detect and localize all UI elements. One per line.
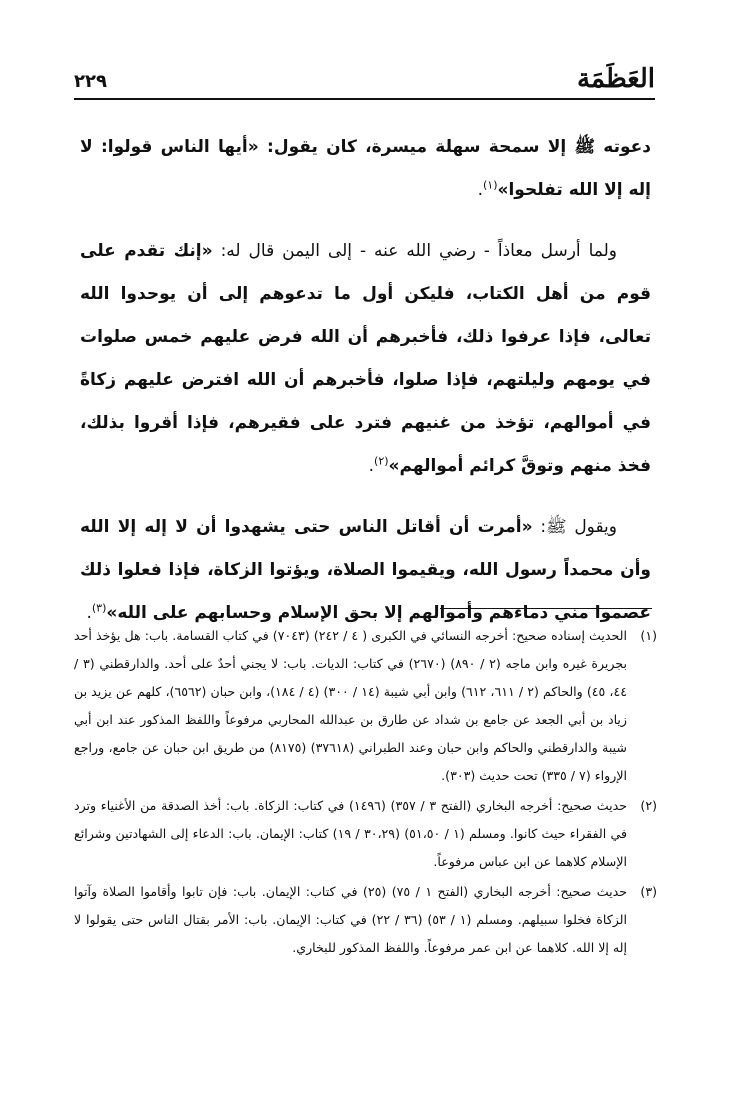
- paragraph-3: ويقول ﷺ: «أمرت أن أقاتل الناس حتى يشهدوا أن لا إله إلا الله وأن محمداً رسول الله، ويقيموا الصلاة، ويؤتوا الزكاة، فإذا فعلوا ذلك عصموا مني دماءهم وأموالهم إلا بحق الإسلام وحسابهم على الله»$^{(٣)}$.: [80, 517, 651, 623]
- page-header: [74, 58, 655, 100]
- footnote-number: (٢): [640, 798, 657, 813]
- footnote-text: حديث صحيح: أخرجه البخاري (الفتح ٣ / ٣٥٧) (١٤٩٦) في كتاب: الزكاة. باب: أخذ الصدقة من الأغنياء وترد في الفقراء حيث كانوا. ومسلم (١ / ٥١،٥٠) (٣٠،٢٩ / ١٩) كتاب: الإيمان. باب: الدعاء إلى الشهادتين وشرائع الإسلام كلاهما عن ابن عباس مرفوعاً.: [74, 798, 628, 869]
- footnote-3: [74, 878, 657, 962]
- paragraph-3-lead: ويقول ﷺ:: [532, 517, 618, 537]
- paragraph-3-quote: «أمرت أن أقاتل الناس حتى يشهدوا أن لا إله إلا الله وأن محمداً رسول الله، ويقيموا الصلاة، ويؤتوا الزكاة، فإذا فعلوا ذلك عصموا مني دماءهم وأموالهم إلا بحق الإسلام وحسابهم على الله»: [80, 517, 651, 623]
- footnote-number: (١): [640, 628, 657, 643]
- footnote-1: [74, 622, 657, 790]
- footnote-2: [74, 792, 657, 876]
- footnote-text: الحديث إسناده صحيح: أخرجه النسائي في الكبرى ( ٤ / ٢٤٢) (٧٠٤٣) في كتاب القسامة. باب: هل يؤخذ أحد بجريرة غيره وابن ماجه (٢ / ٨٩٠) (٢٦٧٠) في كتاب: الديات. باب: لا يجني أحدٌ على أحد. والدارقطني (٣ / ٤٤، ٤٥) والحاكم (٢ / ٦١١، ٦١٢) وابن أبي شيبة (١٤ / ٣٠٠) (٤ / ١٨٤)، وابن حبان (٦٥٦٢)، كلهم عن يزيد بن زياد بن أبي الجعد عن جامع بن شداد عن طارق بن عبدالله المحاربي مرفوعاً واللفظ المذكور عند ابن أبي شيبة والدارقطني والحاكم وابن حبان وعند الطبراني (٣٧٦١٨) (٨١٧٥) من طريق ابن حبان عن جامع، وراجع الإرواء (٧ / ٣٣٥) تحت حديث (٣٠٣).: [74, 628, 628, 783]
- footnote-number: (٣): [640, 884, 657, 899]
- footnote-ref-3: (٣): [91, 601, 107, 615]
- running-title: العَظَمَة: [577, 64, 655, 94]
- paragraph-2: ولما أرسل معاذاً - رضي الله عنه - إلى اليمن قال له: «إنك تقدم على قوم من أهل الكتاب، فليكن أول ما تدعوهم إلى أن يوحدوا الله تعالى، فإذا عرفوا ذلك، فأخبرهم أن الله فرض عليهم خمس صلوات في يومهم وليلتهم، فإذا صلوا، فأخبرهم أن الله افترض عليهم زكاةً في أموالهم، تؤخذ من غنيهم فترد على فقيرهم، فإذا أقروا بذلك، فخذ منهم وتوقَّ كرائم أموالهم»$^{(٢)}$.: [80, 241, 651, 476]
- footnote-text: حديث صحيح: أخرجه البخاري (الفتح ١ / ٧٥) (٢٥) في كتاب: الإيمان. باب: فإن تابوا وأقاموا الصلاة وآتوا الزكاة فخلوا سبيلهم. ومسلم (١ / ٥٣) (٣٦ / ٢٢) في كتاب: الإيمان. باب: الأمر بقتال الناس حتى يقولوا لا إله إلا الله. كلاهما عن ابن عمر مرفوعاً. واللفظ المذكور للبخاري.: [74, 884, 628, 955]
- footnote-divider: [440, 608, 652, 609]
- footnotes: [74, 622, 657, 964]
- paragraph-1: دعوته ﷺ إلا سمحة سهلة ميسرة، كان يقول: «أيها الناس قولوا: لا إله إلا الله تفلحوا»$^{(١)}$.: [80, 137, 651, 200]
- paragraph-1-text: دعوته ﷺ إلا سمحة سهلة ميسرة، كان يقول: «أيها الناس قولوا: لا إله إلا الله تفلحوا»: [80, 137, 651, 200]
- main-text: [80, 126, 651, 653]
- footnote-ref-1: (١): [482, 178, 498, 192]
- page-number: ٢٢٩: [74, 71, 107, 92]
- footnote-ref-2: (٢): [374, 454, 389, 468]
- paragraph-2-lead: ولما أرسل معاذاً - رضي الله عنه - إلى اليمن قال له:: [212, 241, 617, 261]
- paragraph-2-quote: «إنك تقدم على قوم من أهل الكتاب، فليكن أول ما تدعوهم إلى أن يوحدوا الله تعالى، فإذا عرفوا ذلك، فأخبرهم أن الله فرض عليهم خمس صلوات في يومهم وليلتهم، فإذا صلوا، فأخبرهم أن الله افترض عليهم زكاةً في أموالهم، تؤخذ من غنيهم فترد على فقيرهم، فإذا أقروا بذلك، فخذ منهم وتوقَّ كرائم أموالهم»: [80, 241, 651, 476]
